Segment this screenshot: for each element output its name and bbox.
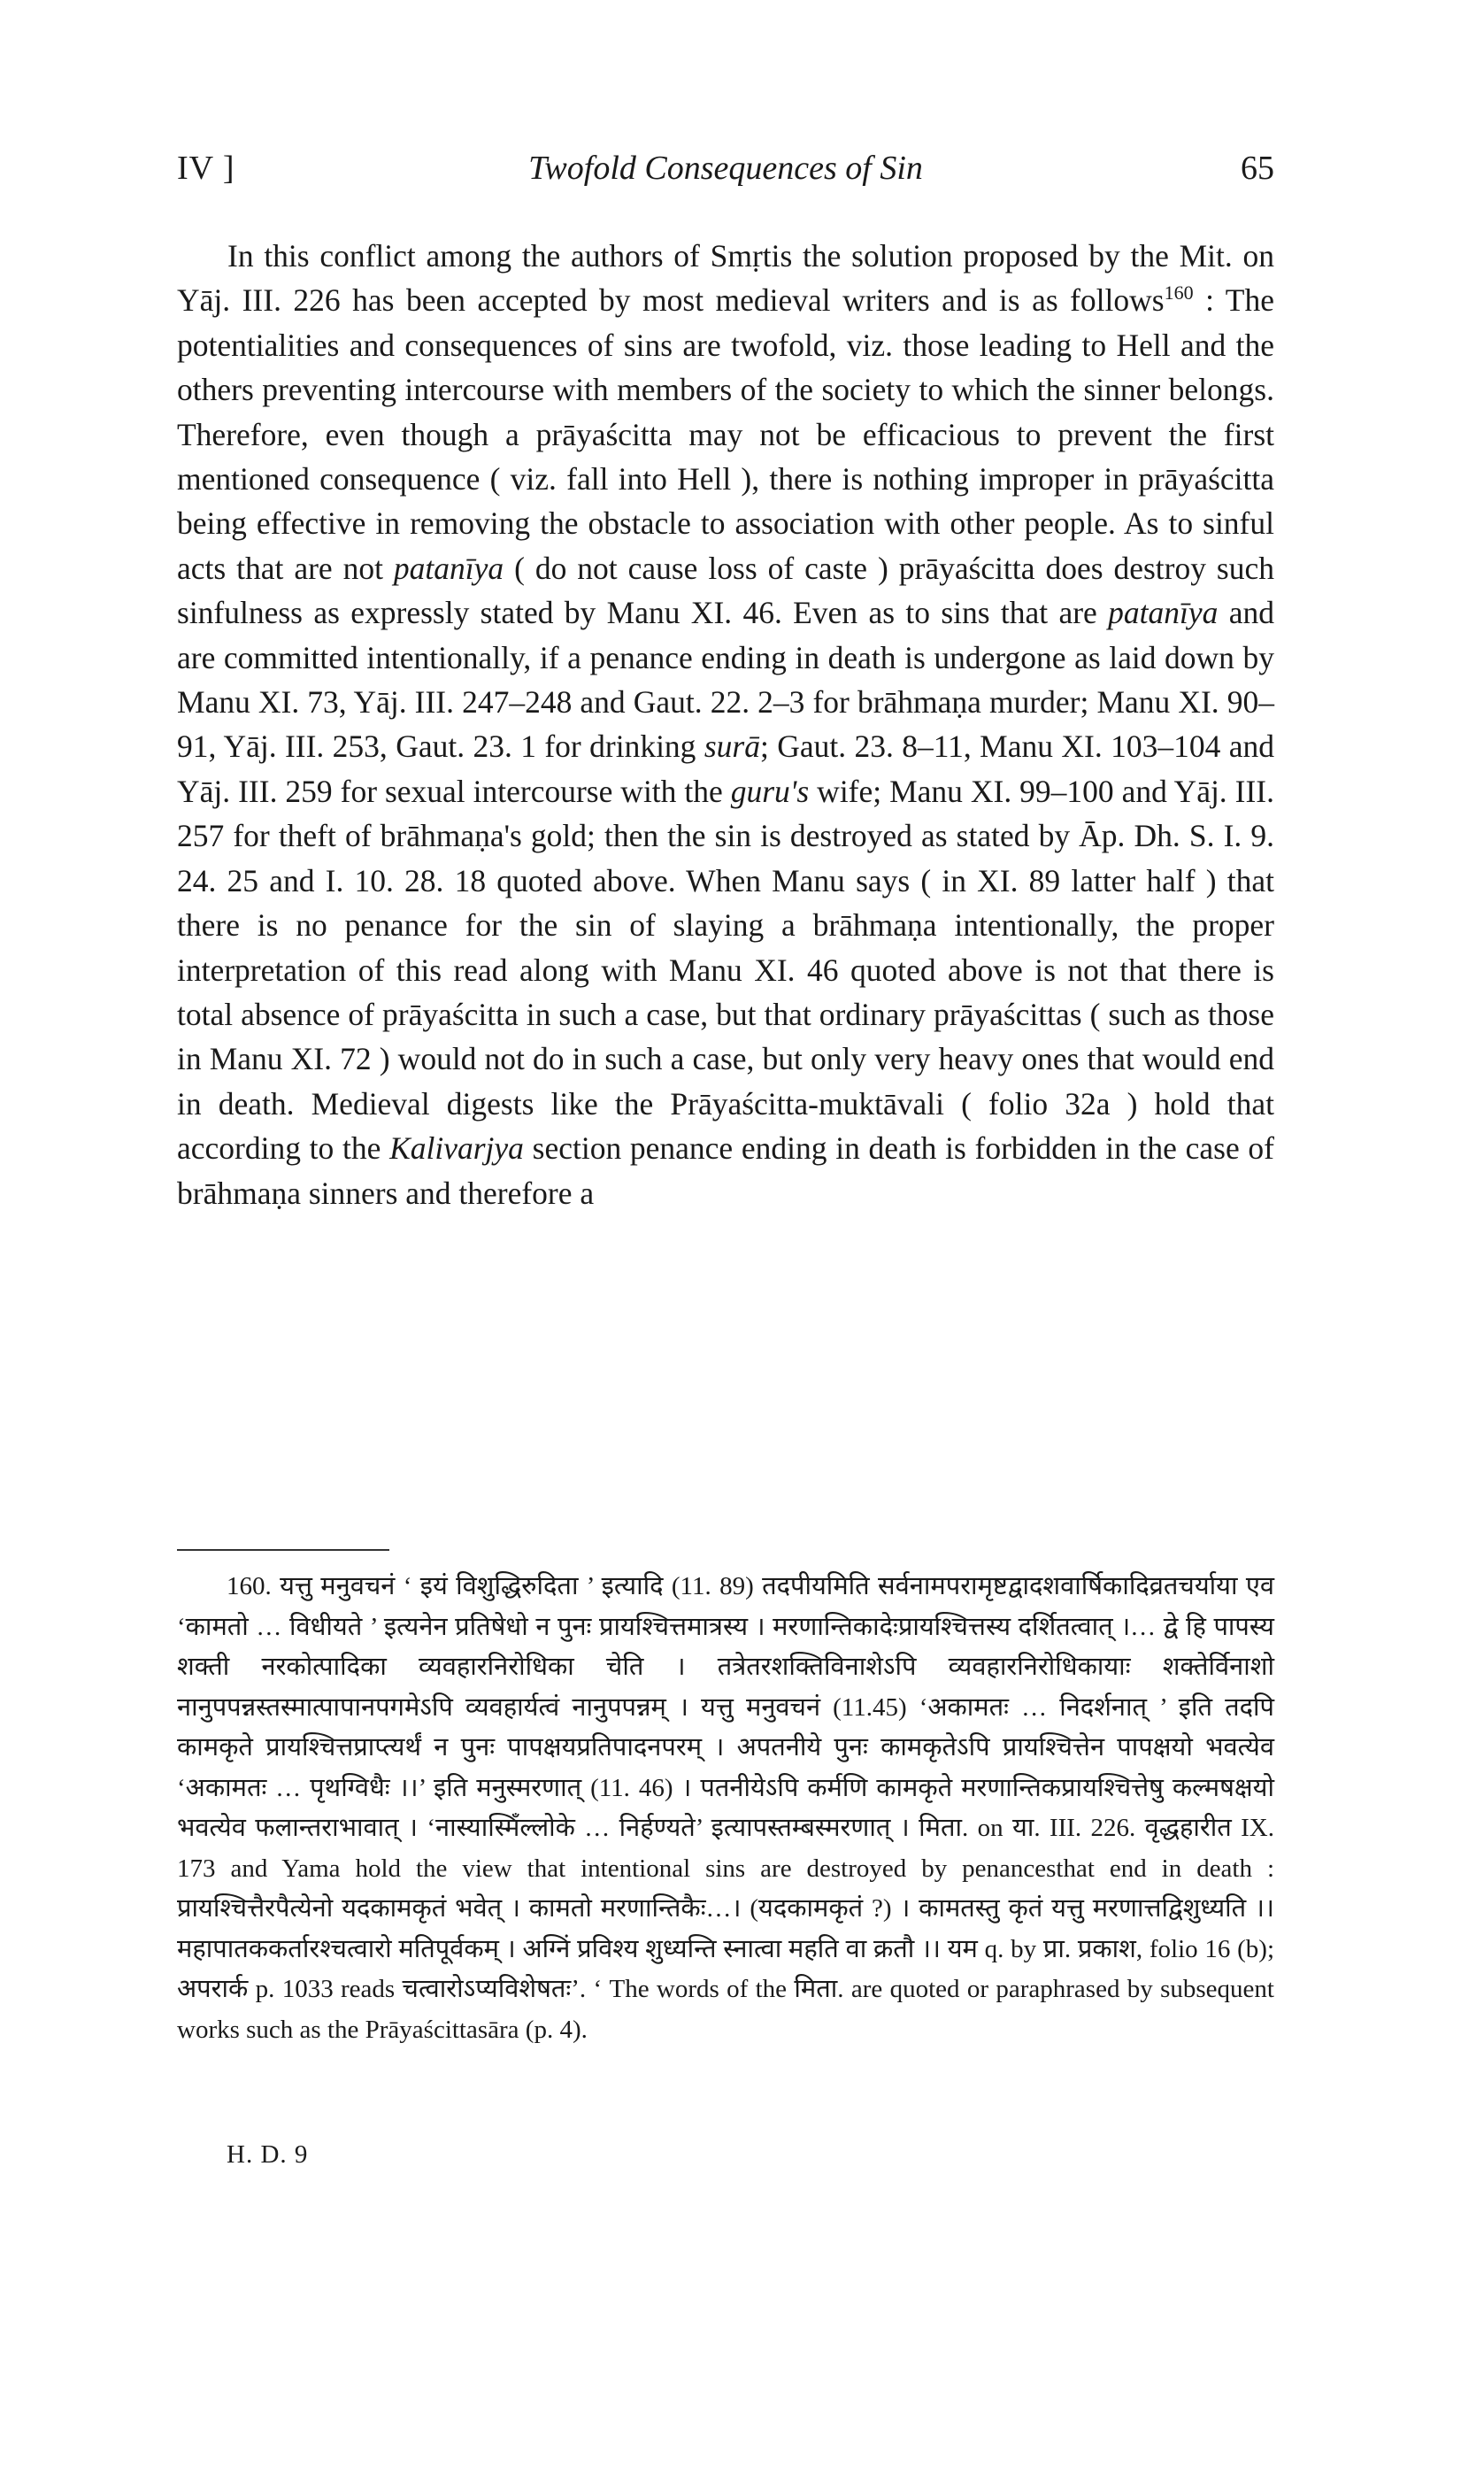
footnote-paragraph [177, 1567, 1274, 2050]
italic-term: patanīya [1108, 595, 1219, 631]
footnote-divider [177, 1549, 389, 1551]
text-run: and are committed intentionally, if a penance ending in death is undergone as laid down by Manu XI. 73, Yāj. III. 247–248 and Gaut. 22. 2–3 for brāhmaṇa murder; Manu XI. 90–91, Yāj. III. 253, Gaut. 23. 1 for drinking [177, 595, 1274, 765]
running-header [177, 149, 1274, 202]
running-title: Twofold Consequences of Sin [528, 150, 923, 187]
section-marker: IV ] [177, 150, 235, 187]
paragraph [177, 234, 1274, 1215]
page-number: 65 [1241, 150, 1274, 187]
text-run: : The potentialities and consequences of sins are twofold, viz. those leading to Hell and the others preventing intercourse with members of the society to which the sinner belongs. Therefore, even though a prāyaścitta may not be efficacious to prevent the first mentioned consequence ( viz. fall into Hell ), there is nothing improper in prāyaścitta being effective in removing the obstacle to association with other people. As to sinful acts that are not [177, 282, 1274, 586]
italic-term: guru's [730, 773, 810, 809]
text-run: wife; Manu XI. 99–100 and Yāj. III. 257 for theft of brāhmaṇa's gold; then the sin is destroyed as stated by Āp. Dh. S. I. 9. 24. 25 and I. 10. 28. 18 quoted above. When Manu says ( in XI. 89 latter half ) that there is no penance for the sin of slaying a brāhmaṇa intentionally, the proper interpretation of this read along with Manu XI. 46 quoted above is not that there is total absence of prāyaścitta in such a case, but that ordinary prāyaścittas ( such as those in Manu XI. 72 ) would not do in such a case, but only very heavy ones that would end in death. Medieval digests like the Prāyaścitta-muktāvali ( folio 32a ) hold that according to the [177, 773, 1274, 1167]
text-run: In this conflict among the authors of Smṛtis the solution proposed by the Mit. on Yāj. III. 226 has been accepted by most medieval writers and is as follows [177, 238, 1274, 319]
text-run: section penance ending in death is forbidden in the case of brāhmaṇa sinners and therefore a [177, 1130, 1275, 1211]
italic-term: patanīya [393, 550, 504, 586]
text-run: चत्वारोऽप्यविशेषतः [402, 1975, 572, 2003]
text-run: यत्तु मनुवचनं ‘ इयं विशुद्धिरुदिता ’ इत्यादि (11. 89) तदपीयमिति सर्वनामपरामृष्टद्वादशवार्षिकादिव्रतचर्याया एव ‘कामतो … विधीयते ’ इत्यनेन प्रतिषेधो न पुनः प्रायश्चित्तमात्रस्य । मरणान्तिकादेःप्रायश्चित्तस्य दर्शितत्वात् ।… द्वे हि पापस्य शक्ती नरकोत्पादिका व्यवहारनिरोधिका चेति । तत्रेतरशक्तिविनाशेऽपि व्यवहारनिरोधिकायाः शक्तेर्विनाशो नानुपपन्नस्तस्मात्पापानपगमेऽपि व्यवहार्यत्वं नानुपपन्नम् । यत्तु मनुवचनं (11.45) ‘अकामतः … निदर्शनात् ’ इति तदपि कामकृते प्रायश्चित्तप्राप्त्यर्थं न पुनः पापक्षयप्रतिपादनपरम् । अपतनीये पुनः कामकृतेऽपि प्रायश्चित्तेन पापक्षयो भवत्येव ‘अकामतः … पृथग्विधैः ।।’ इति मनुस्मरणात् (11. 46) । पतनीयेऽपि कर्मणि कामकृते मरणान्तिकप्रायश्चित्तेषु कल्मषक्षयो भवत्येव फलान्तराभावात् । ‘नास्यास्मिँल्लोके … निर्हण्यते’ इत्यापस्तम्बस्मरणात् । मिता. on या. III. 226. वृद्धहारीत IX. 173 and Yama hold the view that intentional sins are destroyed by penancesthat end in death : प्रायश्चित्तैरपैत्येनो यदकामकृतं भवेत् । कामतो मरणान्तिकैः…। (यदकामकृतं ?) । कामतस्तु कृतं यत्तु मरणात्तद्विशुध्यति ।। महापातककर्तारश्चत्वारो मतिपूर्वकम् । अग्निं प्रविश्य शुध्यन्ति स्नात्वा महति वा क्रतौ ।। यम q. by प्रा. प्रकाश, folio 16 (b); अपरार्क p. 1033 reads [177, 1572, 1274, 2003]
main-text [177, 234, 1274, 1215]
text-run: ( do not cause loss of caste ) prāyaścitta does destroy such sinfulness as expressly stated by Manu XI. 46. Even as to sins that are [177, 550, 1274, 631]
footnote [177, 1567, 1274, 2050]
text-run: ; Gaut. 23. 8–11, Manu XI. 103–104 and Yāj. III. 259 for sexual intercourse with the [177, 729, 1275, 809]
italic-term: Kalivarjya [389, 1130, 524, 1167]
text-run: ’. ‘ The words of the मिता. are quoted or paraphrased by subsequent works such as the Prāyaścittasāra (p. 4). [177, 1975, 1274, 2044]
signature-mark: H. D. 9 [227, 2140, 309, 2169]
footnote-number: 160. [227, 1572, 272, 1600]
italic-term: surā [704, 729, 760, 765]
footnote-reference: 160 [1164, 281, 1194, 305]
